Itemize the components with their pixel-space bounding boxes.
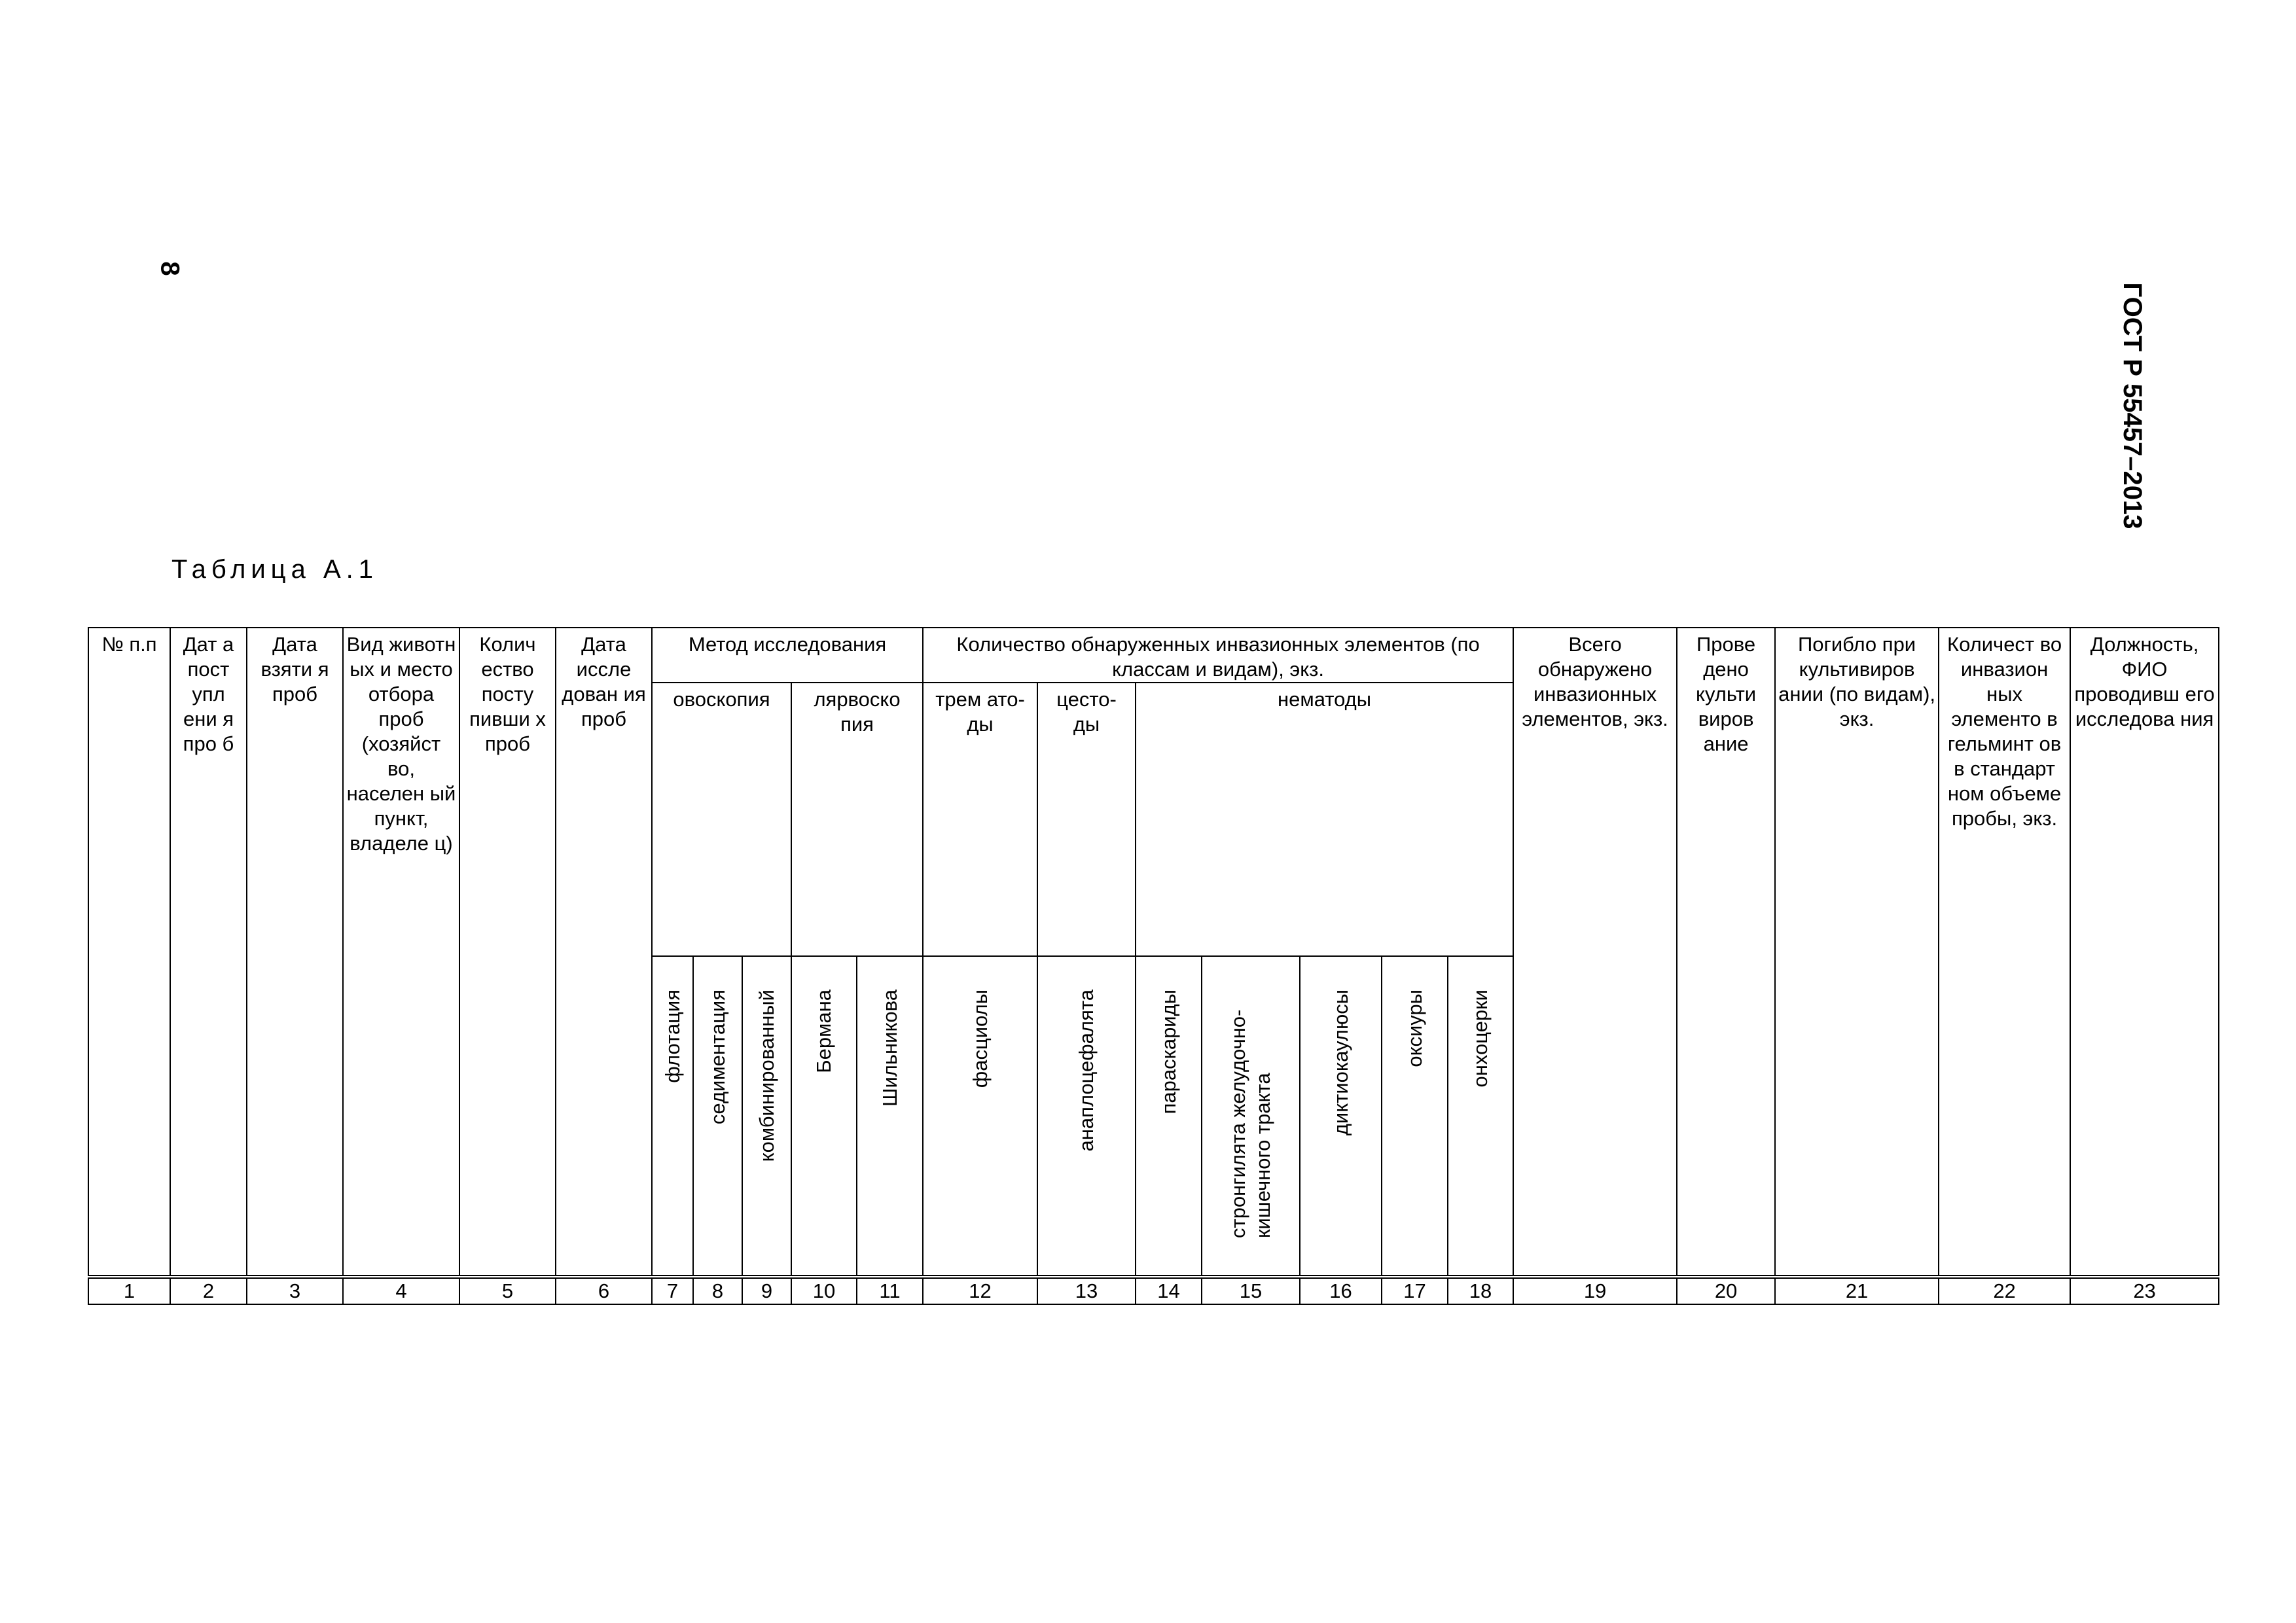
header-trematodes: трем ато- ды [923,683,1037,956]
column-number: 18 [1448,1277,1513,1304]
column-number: 10 [791,1277,857,1304]
header-found-group: Количество обнаруженных инвазионных элементов (по классам и видам), экз. [923,628,1513,683]
header-cultivation: Прове дено культи виров ание [1677,628,1775,956]
strongylata-label: стронгилята желудочно-кишечного тракта [1227,1009,1275,1238]
header-shilnikova [857,956,923,1277]
header-cestodes: цесто- ды [1037,683,1136,956]
header-ovoscopy: овоскопия [652,683,791,956]
header-berman [791,956,857,1277]
header-date-received: Дат а пост упл ени я про б [170,628,247,956]
column-number: 13 [1037,1277,1136,1304]
oxyuris-label: оксиуры [1403,990,1426,1067]
column-number: 14 [1136,1277,1202,1304]
header-standard-volume-cont [1939,956,2070,1277]
parascaris-label: параскариды [1157,990,1180,1115]
header-cultivation-cont [1677,956,1775,1277]
header-died-cont [1775,956,1939,1277]
header-fasciola [923,956,1037,1277]
header-date-taken-cont [247,956,343,1277]
header-died: Погибло при культивиров ании (по видам), экз. [1775,628,1939,956]
column-number: 11 [857,1277,923,1304]
column-number: 5 [459,1277,556,1304]
header-sample-count-cont [459,956,556,1277]
header-strongylata [1202,956,1300,1277]
column-number: 12 [923,1277,1037,1304]
header-total-found-cont [1513,956,1677,1277]
header-standard-volume: Количест во инвазион ных элементо в гельминт ов в стандарт ном объеме пробы, экз. [1939,628,2070,956]
header-method-group: Метод исследования [652,628,923,683]
header-flotation [652,956,693,1277]
header-person: Должность, ФИО проводивш его исследова ния [2070,628,2219,956]
header-no: № п.п [88,628,170,956]
column-number: 9 [742,1277,791,1304]
column-number: 22 [1939,1277,2070,1304]
fasciola-label: фасциолы [968,990,992,1088]
column-number: 1 [88,1277,170,1304]
header-oxyuris [1382,956,1448,1277]
sedimentation-label: седиментация [706,990,729,1125]
examination-table [88,627,2219,1305]
column-number: 15 [1202,1277,1300,1304]
column-number: 23 [2070,1277,2219,1304]
header-dictyocaulus [1300,956,1382,1277]
combined-label: комбинированный [755,990,778,1162]
page-number: 8 [155,261,185,276]
flotation-label: флотация [660,990,684,1083]
column-number: 16 [1300,1277,1382,1304]
header-sedimentation [693,956,742,1277]
header-sample-count: Колич ество посту пивши х проб [459,628,556,956]
header-person-cont [2070,956,2219,1277]
column-numbers-row [88,1277,2219,1304]
header-anoplocephalata [1037,956,1136,1277]
header-total-found: Всего обнаружено инвазионных элементов, экз. [1513,628,1677,956]
header-animal-species-cont [343,956,459,1277]
header-nematodes: нематоды [1136,683,1513,956]
dictyocaulus-label: диктиокаулюсы [1329,990,1352,1136]
column-number: 17 [1382,1277,1448,1304]
anoplocephalata-label: анаплоцефалята [1075,990,1098,1152]
column-number: 2 [170,1277,247,1304]
shilnikova-label: Шильникова [878,990,901,1107]
header-date-received-cont [170,956,247,1277]
onchocerca-label: онхоцерки [1469,990,1492,1088]
column-number: 21 [1775,1277,1939,1304]
header-onchocerca [1448,956,1513,1277]
column-number: 20 [1677,1277,1775,1304]
column-number: 3 [247,1277,343,1304]
header-animal-species: Вид животн ых и место отбора проб (хозяйст во, населен ый пункт, владеле ц) [343,628,459,956]
document-code: ГОСТ Р 55457–2013 [2118,282,2147,529]
column-number: 4 [343,1277,459,1304]
column-number: 19 [1513,1277,1677,1304]
header-combined [742,956,791,1277]
header-no-cont [88,956,170,1277]
header-larvoscopy: лярвоско пия [791,683,923,956]
header-parascaris [1136,956,1202,1277]
header-study-date-cont [556,956,652,1277]
berman-label: Бермана [812,990,835,1073]
table-caption: Таблица А.1 [171,555,378,584]
column-number: 6 [556,1277,652,1304]
column-number: 7 [652,1277,693,1304]
column-number: 8 [693,1277,742,1304]
header-study-date: Дата иссле дован ия проб [556,628,652,956]
header-date-taken: Дата взяти я проб [247,628,343,956]
